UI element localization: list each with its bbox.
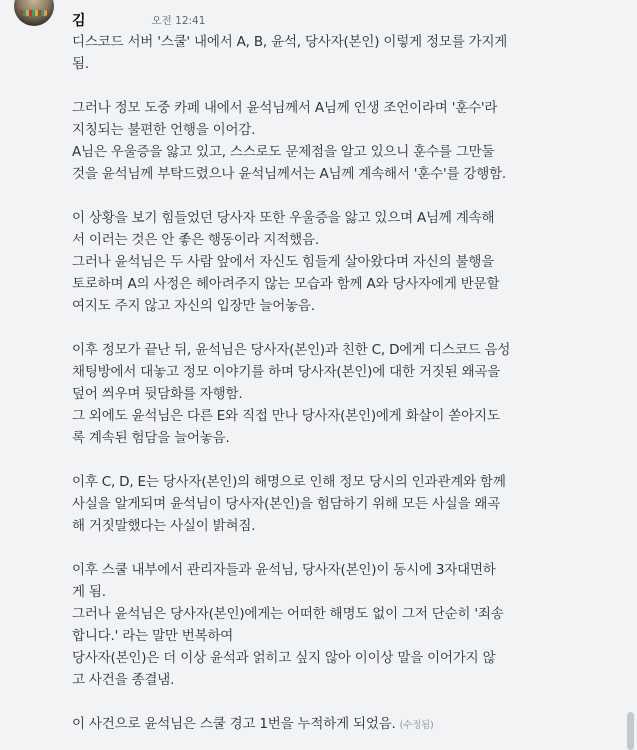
message-line: A님은 우울증을 앓고 있고, 스스로도 문제점을 알고 있으니 훈수를 그만둘: [72, 144, 495, 160]
message-line: 사실을 알게되며 윤석님이 당사자(본인)을 험담하기 위해 모든 사실을 왜곡: [72, 496, 501, 512]
message-content: [72, 31, 612, 737]
redacted-name-area: [90, 13, 144, 27]
message-line: 여지도 주지 않고 자신의 입장만 늘어놓음.: [72, 298, 315, 314]
message-line: 지칭되는 불편한 언행을 이어감.: [72, 122, 256, 138]
scrollbar-track[interactable]: [626, 0, 636, 750]
message-line: 토로하며 A의 사정은 헤아려주지 않는 모습과 함께 A와 당사자에게 반문할: [72, 276, 500, 292]
message-line: 이 상황을 보기 힘들었던 당사자 또한 우울증을 앓고 있으며 A님께 계속해: [72, 210, 495, 226]
message-line: 채팅방에서 대놓고 정모 이야기를 하며 당사자(본인)에 대한 거짓된 왜곡을: [72, 364, 501, 380]
message-line: 해 거짓말했다는 사실이 밝혀짐.: [72, 518, 256, 534]
message-line-last: [72, 713, 612, 737]
username[interactable]: 김: [72, 13, 86, 29]
message-paragraph: [72, 471, 612, 537]
message-timestamp: 오전 12:41: [151, 14, 206, 27]
message-line: 그 외에도 윤석님은 다른 E와 직접 만나 당사자(본인)에게 화살이 쏟아지도: [72, 408, 500, 424]
message-line: 그러나 정모 도중 카페 내에서 윤석님께서 A님께 인생 조언이라며 '훈수'라: [72, 100, 498, 116]
message-paragraph: [72, 713, 612, 737]
message-line: 디스코드 서버 '스쿨' 내에서 A, B, 윤석, 당사자(본인) 이렇게 정모를 가지게: [72, 34, 508, 50]
message-line: 그러나 윤석님은 당사자(본인)에게는 어떠한 해명도 없이 그저 단순히 '죄송: [72, 606, 504, 622]
message-header: [72, 10, 205, 30]
message-paragraph: [72, 207, 612, 317]
message-line: 이후 정모가 끝난 뒤, 윤석님은 당사자(본인)과 친한 C, D에게 디스코드 음성: [72, 342, 511, 358]
message-paragraph: [72, 559, 612, 691]
message-line: 그러나 윤석님은 두 사람 앞에서 자신도 힘들게 살아왔다며 자신의 불행을: [72, 254, 495, 270]
message-line: 됨.: [72, 56, 89, 72]
message-line: 덮어 씌우며 뒷담화를 자행함.: [72, 386, 243, 402]
message-paragraph: [72, 97, 612, 185]
message-line: 것을 윤석님께 부탁드렸으나 윤석님께서는 A님께 계속해서 '훈수'를 강행함.: [72, 166, 507, 182]
message-paragraph: [72, 31, 612, 75]
message-line: 당사자(본인)은 더 이상 윤석과 얽히고 싶지 않아 이이상 말을 이어가지 않: [72, 650, 496, 666]
scrollbar-thumb[interactable]: [627, 712, 634, 750]
message-line: 록 계속된 험담을 늘어놓음.: [72, 430, 230, 446]
edited-label: (수정됨): [399, 720, 434, 731]
message-line-text: 이 사건으로 윤석님은 스쿨 경고 1번을 누적하게 되었음.: [72, 716, 396, 732]
message-line: 합니다.' 라는 말만 번복하여: [72, 628, 234, 644]
message-paragraph: [72, 339, 612, 449]
message-line: 서 이러는 것은 안 좋은 행동이라 지적했음.: [72, 232, 319, 248]
message-line: 고 사건을 종결냄.: [72, 672, 175, 688]
avatar[interactable]: [14, 0, 54, 26]
message-line: 게 됨.: [72, 584, 106, 600]
message-line: 이후 C, D, E는 당사자(본인)의 해명으로 인해 정모 당시의 인과관계와 함께: [72, 474, 506, 490]
message-line: 이후 스쿨 내부에서 관리자들과 윤석님, 당사자(본인)이 동시에 3자대면하: [72, 562, 496, 578]
